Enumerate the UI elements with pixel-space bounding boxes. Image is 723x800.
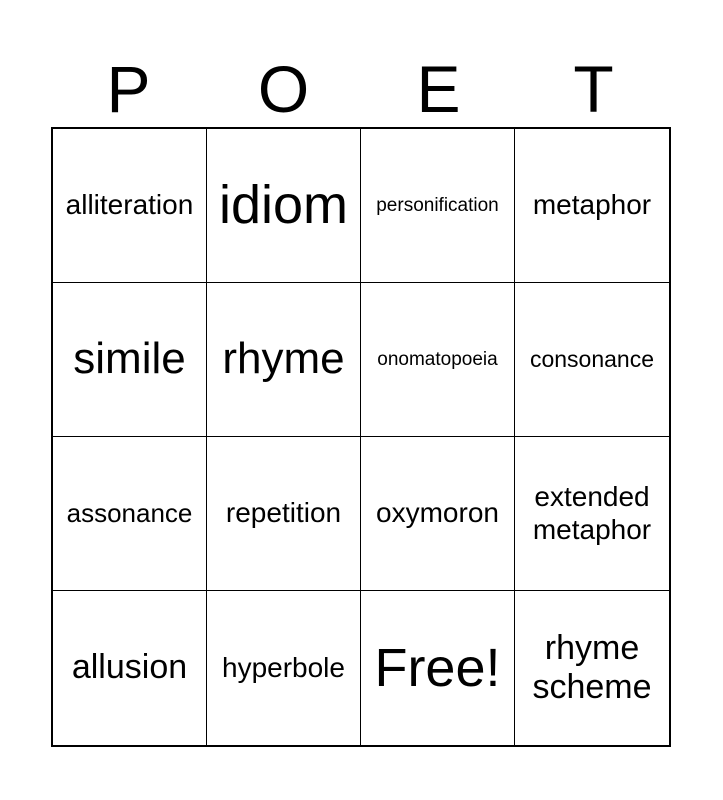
cell-label: assonance [66, 497, 193, 528]
bingo-cell-r2c2[interactable] [207, 283, 361, 437]
cell-label: extended metaphor [532, 481, 652, 545]
header-letter-o: O [257, 52, 310, 126]
bingo-cell-free[interactable] [361, 591, 515, 745]
cell-label: repetition [225, 497, 342, 529]
bingo-cell-r2c3[interactable] [361, 283, 515, 437]
bingo-cell-r1c3[interactable] [361, 129, 515, 283]
cell-label: consonance [529, 346, 655, 373]
cell-label: allusion [71, 648, 188, 687]
cell-label: metaphor [532, 189, 652, 221]
header-letter-t: T [573, 52, 614, 126]
bingo-cell-r2c1[interactable] [53, 283, 207, 437]
bingo-cell-r4c2[interactable] [207, 591, 361, 745]
cell-label: alliteration [65, 189, 194, 221]
bingo-cell-r4c4[interactable] [515, 591, 669, 745]
bingo-cell-r2c4[interactable] [515, 283, 669, 437]
header-letter-p: P [106, 52, 151, 126]
cell-label: personification [376, 194, 499, 216]
cell-label: oxymoron [376, 497, 499, 529]
bingo-cell-r1c1[interactable] [53, 129, 207, 283]
cell-label: onomatopoeia [377, 348, 498, 370]
cell-label: rhyme scheme [532, 628, 652, 706]
cell-label: simile [73, 334, 186, 384]
cell-label: idiom [218, 175, 349, 236]
bingo-cell-r3c4[interactable] [515, 437, 669, 591]
header-letter-e: E [416, 52, 461, 126]
cell-label: rhyme [222, 334, 345, 384]
bingo-cell-r3c1[interactable] [53, 437, 207, 591]
bingo-board [51, 127, 671, 747]
bingo-cell-r3c3[interactable] [361, 437, 515, 591]
free-space-label: Free! [374, 637, 501, 698]
bingo-cell-r1c2[interactable] [207, 129, 361, 283]
bingo-header [51, 50, 671, 128]
bingo-cell-r4c1[interactable] [53, 591, 207, 745]
bingo-cell-r3c2[interactable] [207, 437, 361, 591]
bingo-cell-r1c4[interactable] [515, 129, 669, 283]
cell-label: hyperbole [222, 651, 345, 683]
